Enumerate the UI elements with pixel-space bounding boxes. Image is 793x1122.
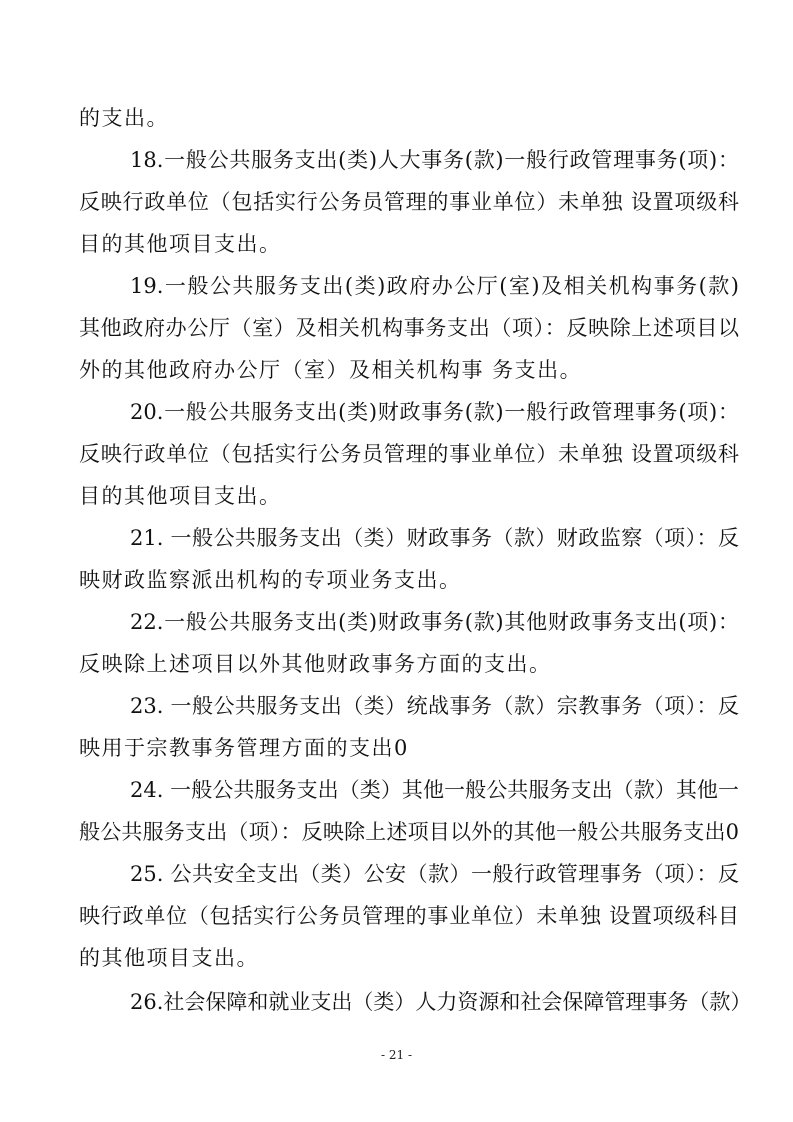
text-line: 25. 公共安全支出（类）公安（款）一般行政管理事务（项）：反 [130,862,739,886]
text-line: 24. 一般公共服务支出（类）其他一般公共服务支出（款）其他一 [130,778,739,802]
text-line: 般公共服务支出（项）：反映除上述项目以外的其他一般公共服务支出0 [79,820,739,844]
text-line: 26.社会保障和就业支出（类）人力资源和社会保障管理事务（款） [130,990,752,1014]
text-line: 反映除上述项目以外其他财政事务方面的支出。 [79,652,552,676]
text-line: 反映行政单位（包括实行公务员管理的事业单位）未单独 设置项级科 [79,442,739,466]
text-line: 18.一般公共服务支出(类)人大事务(款)一般行政管理事务(项)： [130,148,739,172]
text-line: 映用于宗教事务管理方面的支出0 [79,736,409,760]
text-line: 反映行政单位（包括实行公务员管理的事业单位）未单独 设置项级科 [79,190,739,214]
text-line: 外的其他政府办公厅（室）及相关机构事 务支出。 [79,358,583,382]
text-line: 其他政府办公厅（室）及相关机构事务支出（项）：反映除上述项目以 [79,316,739,340]
text-line: 映行政单位（包括实行公务员管理的事业单位）未单独 设置项级科目 [79,904,739,928]
text-line: 的其他项目支出。 [79,946,259,970]
text-line: 目的其他项目支出。 [79,484,282,508]
text-line: 映财政监察派出机构的专项业务支出。 [79,568,462,592]
text-line: 的支出。 [79,106,169,130]
text-line: 21. 一般公共服务支出（类）财政事务（款）财政监察（项）：反 [130,526,739,550]
page-number: - 21 - [380,1048,412,1062]
text-line: 20.一般公共服务支出(类)财政事务(款)一般行政管理事务(项)： [130,400,739,424]
text-line: 23. 一般公共服务支出（类）统战事务（款）宗教事务（项）：反 [130,694,739,718]
text-line: 19.一般公共服务支出(类)政府办公厅(室)及相关机构事务(款) [130,274,739,298]
text-line: 目的其他项目支出。 [79,232,282,256]
text-line: 22.一般公共服务支出(类)财政事务(款)其他财政事务支出(项)： [130,610,739,634]
